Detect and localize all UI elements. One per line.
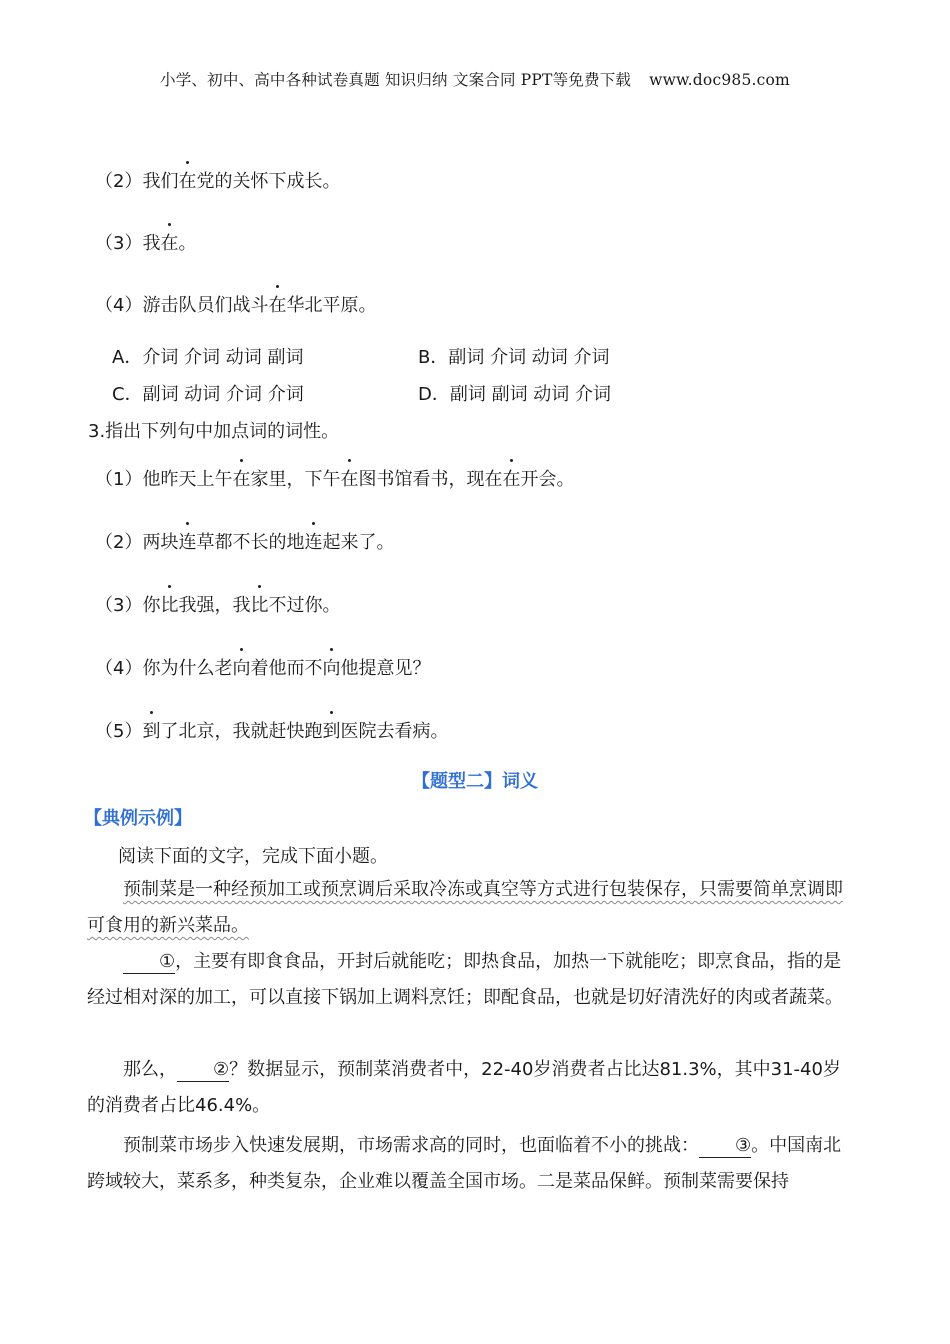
q3-item-3: （3）你比我强，我比不过你。 [95, 591, 340, 617]
paragraph-4: 预制菜市场步入快速发展期，市场需求高的同时，也面临着不小的挑战： ③。中国南北跨域较大，菜系多，种类复杂，企业难以覆盖全国市场。二是菜品保鲜。预制菜需要保持 [87, 1135, 842, 1192]
dotted-word: 在 [502, 465, 520, 491]
paragraph-3: 那么， ②？数据显示，预制菜消费者中，22-40岁消费者占比达81.3%，其中31-40岁的消费者占比46.4%。 [87, 1059, 841, 1116]
example-tag: 【典例示例】 [84, 808, 192, 829]
dotted-word: 向 [232, 654, 250, 680]
dotted-word: 在 [178, 167, 196, 193]
dotted-word: 比 [250, 591, 268, 617]
dotted-word: 在 [232, 465, 250, 491]
paragraph-1 [87, 872, 857, 944]
blank-3[interactable]: ③ [699, 1135, 751, 1158]
header-text: 小学、初中、高中各种试卷真题 知识归纳 文案合同 PPT等免费下载 [160, 71, 632, 89]
section-title: 【题型二】词义 [412, 771, 538, 792]
dotted-word: 在 [160, 229, 178, 255]
dotted-word: 在 [340, 465, 358, 491]
blank-2[interactable]: ② [177, 1059, 229, 1082]
page-header [0, 68, 950, 90]
q2-item-4: （4）游击队员们战斗在华北平原。 [95, 291, 376, 317]
q3-title: 3.指出下列句中加点词的词性。 [88, 421, 340, 442]
option-b[interactable]: B．副词 介词 动词 介词 [418, 347, 610, 368]
q3-item-4: （4）你为什么老向着他而不向他提意见？ [95, 654, 430, 680]
q2-item-2: （2）我们在党的关怀下成长。 [95, 167, 340, 193]
reading-intro: 阅读下面的文字，完成下面小题。 [118, 846, 388, 867]
option-c[interactable]: C．副词 动词 介词 介词 [112, 384, 304, 405]
blank-1[interactable]: ① [123, 951, 175, 974]
dotted-word: 连 [304, 528, 322, 554]
wavy-underlined-text: 预制菜是一种经预加工或预烹调后采取冷冻或真空等方式进行包装保存，只需要简单烹调即可食用的新兴菜品。 [87, 879, 843, 936]
dotted-word: 连 [178, 528, 196, 554]
option-d[interactable]: D．副词 副词 动词 介词 [418, 384, 612, 405]
dotted-word: 到 [322, 717, 340, 743]
q3-item-2: （2）两块连草都不长的地连起来了。 [95, 528, 394, 554]
paragraph-2: ①，主要有即食食品，开封后就能吃；即热食品，加热一下就能吃；即烹食品，指的是经过相对深的加工，可以直接下锅加上调料烹饪；即配食品，也就是切好清洗好的肉或者蔬菜。 [87, 951, 843, 1008]
q3-item-5: （5）到了北京，我就赶快跑到医院去看病。 [95, 717, 448, 743]
dotted-word: 向 [322, 654, 340, 680]
option-a[interactable]: A．介词 介词 动词 副词 [112, 347, 304, 368]
q3-item-1: （1）他昨天上午在家里，下午在图书馆看书，现在在开会。 [95, 465, 574, 491]
dotted-word: 到 [142, 717, 160, 743]
dotted-word: 比 [160, 591, 178, 617]
header-site-link[interactable]: www.doc985.com [649, 71, 790, 89]
dotted-word: 在 [268, 291, 286, 317]
q2-item-3: （3）我在。 [95, 229, 196, 255]
